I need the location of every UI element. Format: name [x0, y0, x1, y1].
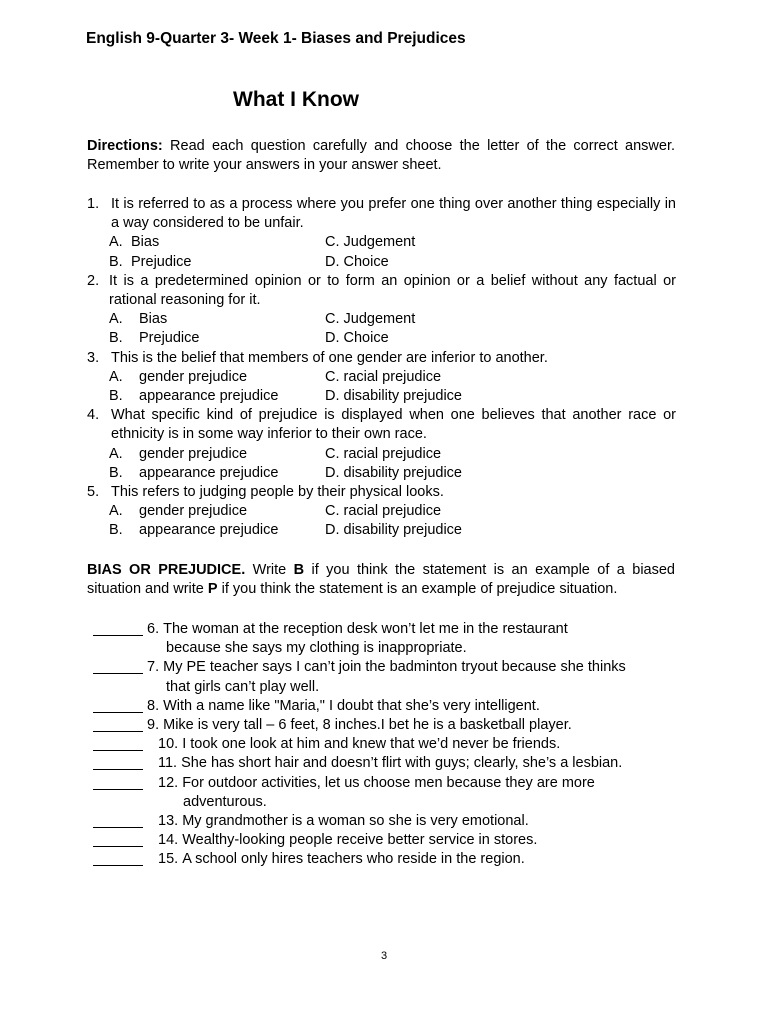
item-number: 12. [158, 774, 179, 791]
section-title: What I Know [233, 88, 359, 111]
choice-a: A. gender prejudice [109, 503, 248, 520]
answer-blank[interactable] [93, 813, 143, 828]
question-text: It is referred to as a process where you prefer one thing over another thing especially in a way considered to be unfair. [111, 196, 676, 232]
answer-blank[interactable] [93, 621, 143, 636]
item-number: 9. [147, 717, 160, 734]
page-number: 3 [380, 950, 388, 962]
choice-b: B. appearance prejudice [109, 522, 279, 539]
choice-c: C. racial prejudice [325, 503, 442, 520]
statement-continuation: because she says my clothing is inappropriate. [166, 640, 467, 657]
answer-blank[interactable] [93, 755, 143, 770]
choice-b: B. Prejudice [109, 253, 192, 270]
item-number: 6. [147, 621, 160, 637]
item-number: 13. [158, 813, 179, 830]
question-1 [0, 195, 768, 272]
question-list [0, 195, 768, 541]
statement-14 [0, 831, 768, 850]
directions-label: Directions: [87, 138, 163, 154]
statement-12 [0, 774, 768, 812]
letter-b: B [293, 562, 305, 578]
choice-c: C. racial prejudice [325, 445, 442, 462]
item-number: 7. [147, 659, 160, 676]
choice-c: C. Judgement [325, 311, 416, 328]
directions-text: Read each question carefully and choose the letter of the correct answer. Remember to write your answers in your answer sheet. [87, 138, 675, 173]
statement-text: She has short hair and doesn’t flirt with guys; clearly, she’s a lesbian. [181, 755, 623, 772]
statement-11 [0, 754, 768, 773]
statement-text: My grandmother is a woman so she is very emotional. [182, 813, 529, 830]
choice-b: B. appearance prejudice [109, 387, 279, 404]
statement-15 [0, 850, 768, 869]
question-number: 4. [87, 407, 100, 424]
question-text: This is the belief that members of one gender are inferior to another. [111, 349, 548, 366]
question-number: 3. [87, 349, 100, 366]
bias-label: BIAS OR PREJUDICE. [87, 562, 246, 578]
statement-text: The woman at the reception desk won’t let me in the restaurant [163, 621, 568, 637]
question-number: 5. [87, 483, 100, 500]
item-number: 10. [158, 736, 179, 753]
choice-d: D. Choice [325, 330, 389, 347]
statement-7 [0, 658, 768, 696]
statement-text: Mike is very tall – 6 feet, 8 inches.I bet he is a basketball player. [163, 717, 572, 734]
answer-blank[interactable] [93, 698, 143, 713]
choice-a: A. gender prejudice [109, 368, 248, 385]
statement-9 [0, 716, 768, 735]
item-number: 14. [158, 832, 179, 849]
question-text: What specific kind of prejudice is displayed when one believes that another race or ethnicity is in some way inferior to their own race. [111, 407, 676, 443]
answer-blank[interactable] [93, 736, 143, 751]
statement-8 [0, 697, 768, 716]
answer-blank[interactable] [93, 659, 143, 674]
choice-b: B. Prejudice [109, 330, 200, 347]
letter-p: P [207, 581, 218, 597]
statement-13 [0, 812, 768, 831]
statement-text: With a name like "Maria," I doubt that she’s very intelligent. [163, 697, 540, 714]
directions [87, 137, 675, 175]
question-2 [0, 272, 768, 349]
choice-c: C. Judgement [325, 234, 416, 251]
statement-text: For outdoor activities, let us choose men because they are more [182, 774, 595, 791]
item-number: 11. [158, 755, 178, 772]
choice-d: D. Choice [325, 253, 389, 270]
choice-d: D. disability prejudice [325, 387, 462, 404]
statement-text: Wealthy-looking people receive better service in stores. [182, 832, 538, 849]
question-text: This refers to judging people by their physical looks. [111, 483, 444, 500]
bias-instructions: BIAS OR PREJUDICE. Write B if you think the statement is an example of a biased situation and write P if you think the statement is an example of prejudice situation. [87, 562, 675, 597]
choice-a: A. gender prejudice [109, 445, 248, 462]
choice-c: C. racial prejudice [325, 368, 442, 385]
question-text: It is a predetermined opinion or to form an opinion or a belief without any factual or rational reasoning for it. [109, 272, 676, 308]
item-number: 15. [158, 851, 179, 868]
statement-text: My PE teacher says I can’t join the badminton tryout because she thinks [163, 659, 626, 676]
item-number: 8. [147, 697, 160, 714]
statement-text: A school only hires teachers who reside in the region. [182, 851, 525, 868]
answer-blank[interactable] [93, 851, 143, 866]
answer-blank[interactable] [93, 832, 143, 847]
answer-blank[interactable] [93, 717, 143, 732]
statement-10 [0, 735, 768, 754]
statement-list [0, 620, 768, 870]
question-5 [0, 483, 768, 541]
choice-d: D. disability prejudice [325, 522, 462, 539]
question-number: 1. [87, 196, 100, 212]
statement-6 [0, 620, 768, 658]
statement-text: I took one look at him and knew that we’d never be friends. [182, 736, 561, 753]
choice-d: D. disability prejudice [325, 464, 462, 481]
question-number: 2. [87, 272, 100, 289]
statement-continuation: that girls can’t play well. [166, 678, 320, 695]
question-3 [0, 349, 768, 407]
question-4 [0, 406, 768, 483]
choice-a: A. Bias [109, 234, 160, 251]
page-header: English 9-Quarter 3- Week 1- Biases and Prejudices [86, 30, 466, 47]
choice-a: A. Bias [109, 311, 168, 328]
statement-continuation: adventurous. [183, 793, 267, 810]
choice-b: B. appearance prejudice [109, 464, 279, 481]
answer-blank[interactable] [93, 775, 143, 790]
